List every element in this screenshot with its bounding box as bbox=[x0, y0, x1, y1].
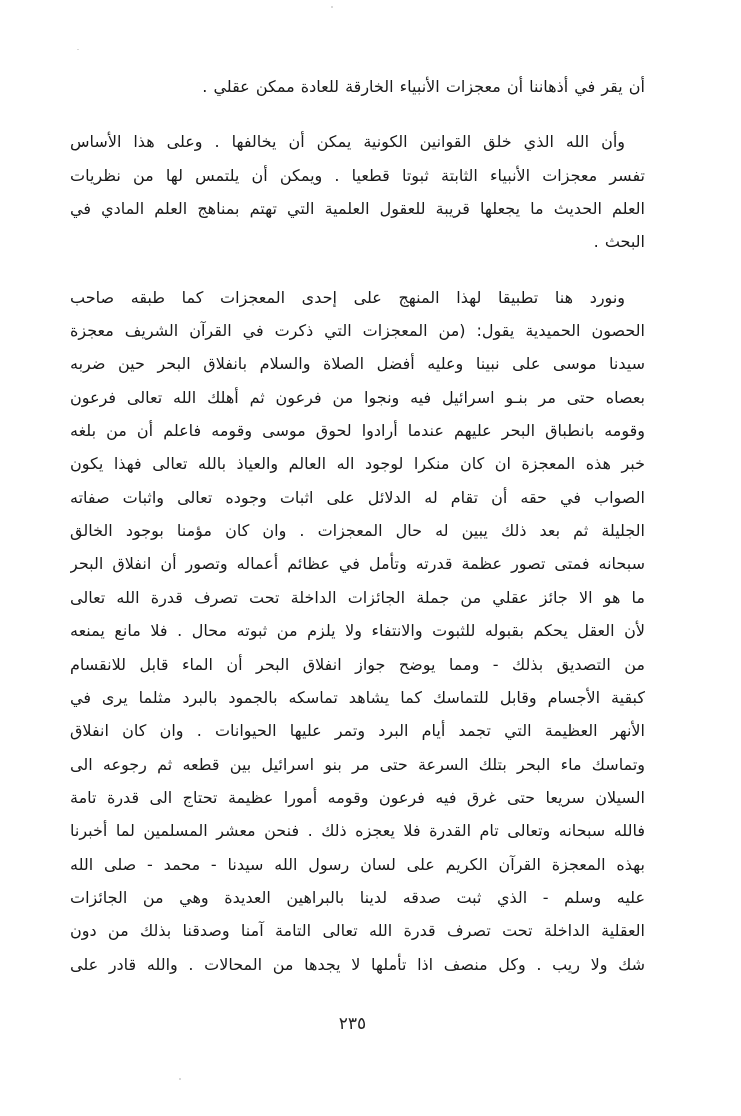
text-line: سبحانه فمتى تصور عظمة قدرته وتأمل في عظائم أعماله وتصور أن انفلاق البحر bbox=[70, 554, 645, 574]
text-line: الجليلة ثم بعد ذلك يبين له حال المعجزات . وان كان مؤمنا بوجود الخالق bbox=[70, 521, 645, 541]
paragraph bbox=[70, 281, 645, 981]
text-line: تفسر معجزات الأنبياء الثابتة ثبوتا قطعيا . ويمكن أن يلتمس لها من نظريات bbox=[70, 165, 645, 185]
text-line: بعصاه حتى مر بنـو اسرائيل فيه ونجوا من فرعون ثم أهلك الله تعالى فرعون bbox=[70, 387, 645, 407]
text-line: عليه وسلم - الذي ثبت صدقه لدينا بالبراهين العديدة وهي من الجائزات bbox=[70, 887, 645, 907]
text-line: سيدنا موسى على نبينا وعليه أفضل الصلاة والسلام بانفلاق البحر حين ضربه bbox=[70, 354, 645, 374]
text-line: فالله سبحانه وتعالى تام القدرة فلا يعجزه ذلك . فنحن معشر المسلمين لما أخبرنا bbox=[70, 821, 645, 841]
body-text bbox=[70, 70, 645, 981]
text-line: الحصون الحميدية يقول: (من المعجزات التي ذكرت في القرآن الشريف معجزة bbox=[70, 321, 645, 341]
text-line: من التصديق بذلك - ومما يوضح جواز انفلاق البحر أن الماء قابل للانقسام bbox=[70, 654, 645, 674]
scan-speck bbox=[77, 49, 79, 50]
text-line: ونورد هنا تطبيقا لهذا المنهج على إحدى المعجزات كما طبقه صاحب bbox=[70, 287, 625, 307]
text-line: كبقية الأجسام وقابل للتماسك كما يشاهد تماسكه بالجمود بالبرد مثلما يرى في bbox=[70, 687, 645, 707]
text-line: أن يقر في أذهاننا أن معجزات الأنبياء الخارقة للعادة ممكن عقلي . bbox=[202, 77, 645, 96]
text-line: خبر هذه المعجزة ان كان منكرا لوجود اله العالم والعياذ بالله تعالى فهذا يكون bbox=[70, 454, 645, 474]
scan-speck bbox=[179, 1078, 181, 1080]
text-line: وأن الله الذي خلق القوانين الكونية يمكن أن يخالفها . وعلى هذا الأساس bbox=[70, 132, 625, 152]
text-line: بهذه المعجزة القرآن الكريم على لسان رسول الله سيدنا - محمد - صلى الله bbox=[70, 854, 645, 874]
text-line: السيلان سريعا حتى غرق فيه فرعون وقومه أمورا عظيمة تحتاج الى قدرة تامة bbox=[70, 787, 645, 807]
text-line: الأنهر العظيمة التي تجمد أيام البرد وتمر عليها الحيوانات . وان كان انفلاق bbox=[70, 721, 645, 741]
paragraph bbox=[70, 70, 645, 103]
text-line: وقومه بانطباق البحر عليهم عندما أرادوا لحوق موسى وقومه فاعلم أن من بلغه bbox=[70, 421, 645, 441]
paragraph bbox=[70, 125, 645, 258]
text-line: البحث . bbox=[593, 232, 645, 252]
scan-speck bbox=[331, 6, 333, 8]
text-line: وتماسك ماء البحر بتلك السرعة حتى مر بنو اسرائيل بين قطعه ثم رجوعه الى bbox=[70, 754, 645, 774]
text-line: لأن العقل يحكم بقبوله للثبوت والانتفاء ولا يلزم من ثبوته محال . فلا مانع يمنعه bbox=[70, 621, 645, 641]
text-line: الصواب في حقه أن تقام له الدلائل على اثبات وجوده تعالى واثبات صفاته bbox=[70, 487, 645, 507]
page-number: ٢٣٥ bbox=[338, 1014, 367, 1034]
text-line: شك ولا ريب . وكل منصف اذا تأملها لا يجدها من المحالات . والله قادر على bbox=[70, 954, 645, 974]
text-line: العقلية الداخلة تحت تصرف قدرة الله تعالى التامة آمنا وصدقنا بذلك من دون bbox=[70, 921, 645, 941]
text-line: العلم الحديث ما يجعلها قريبة للعقول العلمية التي تهتم بمناهج العلم المادي في bbox=[70, 199, 645, 219]
text-line: ما هو الا جائز عقلي من جملة الجائزات الداخلة تحت تصرف قدرة الله تعالى bbox=[70, 587, 645, 607]
